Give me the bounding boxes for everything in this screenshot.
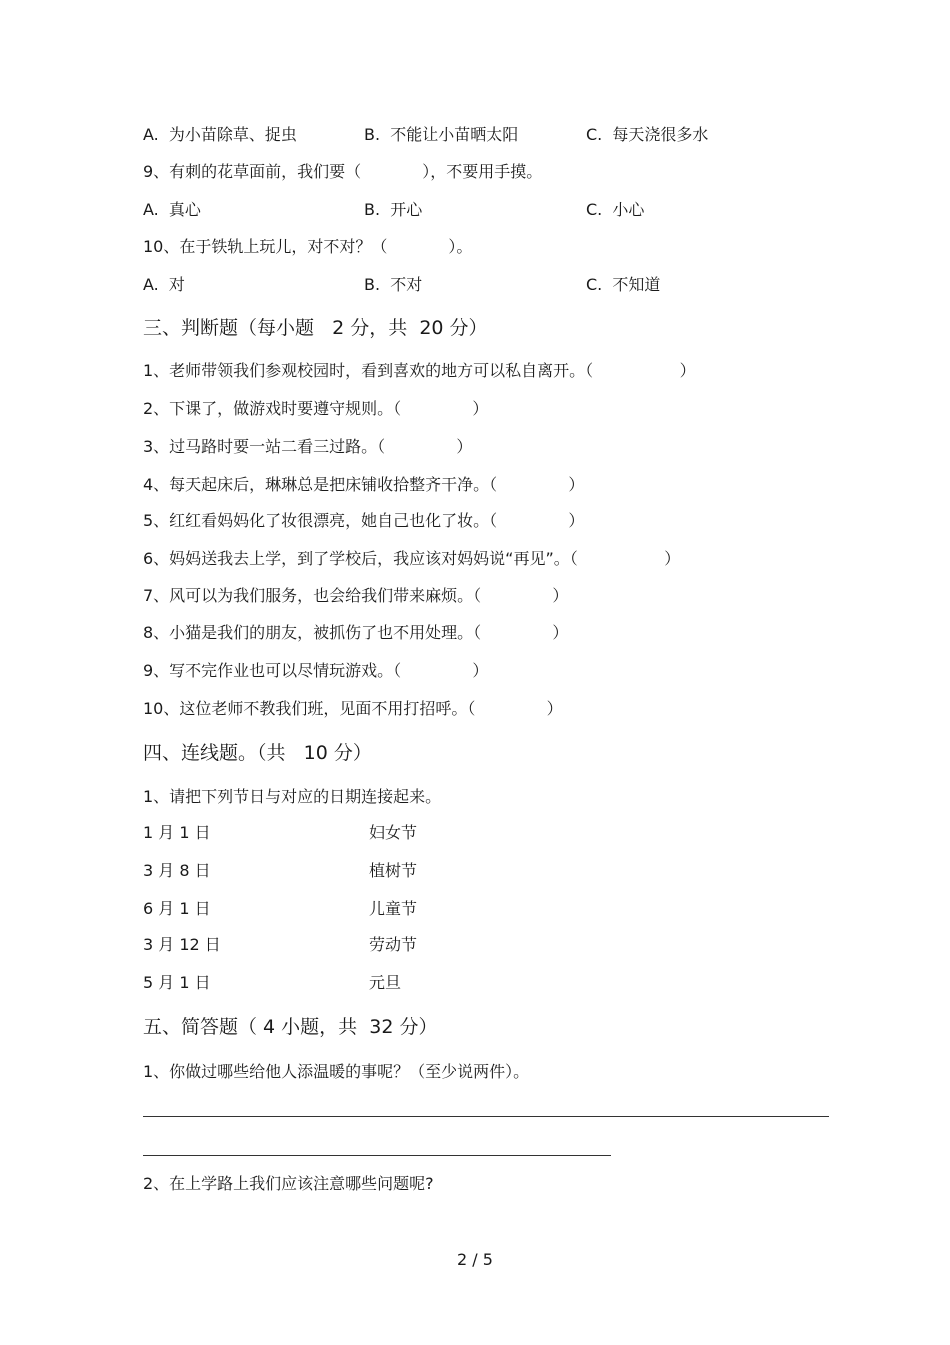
matching-date-3: 6 月 1 日 bbox=[143, 899, 211, 918]
judge-item-6: 6、妈妈送我去上学，到了学校后，我应该对妈妈说“再见”。（ ） bbox=[143, 549, 681, 568]
section5-title: 五、简答题（ 4 小题，共 32 分） bbox=[143, 1016, 438, 1038]
q8-option-a: A. 为小苗除草、捉虫 bbox=[143, 125, 297, 144]
section3-title: 三、判断题（每小题 2 分，共 20 分） bbox=[143, 317, 488, 339]
judge-item-10: 10、这位老师不教我们班，见面不用打招呼。（ ） bbox=[143, 699, 563, 718]
matching-date-1: 1 月 1 日 bbox=[143, 823, 211, 842]
q9-option-b: B. 开心 bbox=[364, 200, 423, 219]
q8-option-b: B. 不能让小苗晒太阳 bbox=[364, 125, 519, 144]
q9-option-a: A. 真心 bbox=[143, 200, 201, 219]
answer-line-2 bbox=[143, 1155, 611, 1156]
short-answer-q1: 1、你做过哪些给他人添温暖的事呢？（至少说两件）。 bbox=[143, 1062, 530, 1081]
matching-festival-4: 劳动节 bbox=[369, 935, 418, 954]
q10-text: 10、在于铁轨上玩儿，对不对？（ ）。 bbox=[143, 237, 473, 256]
matching-festival-2: 植树节 bbox=[369, 861, 418, 880]
judge-item-7: 7、风可以为我们服务，也会给我们带来麻烦。（ ） bbox=[143, 586, 569, 605]
q10-option-b: B. 不对 bbox=[364, 275, 423, 294]
judge-item-9: 9、写不完作业也可以尽情玩游戏。（ ） bbox=[143, 661, 489, 680]
judge-item-3: 3、过马路时要一站二看三过路。（ ） bbox=[143, 437, 473, 456]
matching-date-5: 5 月 1 日 bbox=[143, 973, 211, 992]
q10-option-a: A. 对 bbox=[143, 275, 185, 294]
page-number: 2 / 5 bbox=[457, 1250, 493, 1269]
matching-question: 1、请把下列节日与对应的日期连接起来。 bbox=[143, 787, 442, 806]
judge-item-4: 4、每天起床后，琳琳总是把床铺收拾整齐干净。（ ） bbox=[143, 475, 585, 494]
section4-title: 四、连线题。（共 10 分） bbox=[143, 742, 372, 764]
judge-item-5: 5、红红看妈妈化了妆很漂亮，她自己也化了妆。（ ） bbox=[143, 511, 585, 530]
q8-option-c: C. 每天浇很多水 bbox=[586, 125, 709, 144]
matching-date-4: 3 月 12 日 bbox=[143, 935, 221, 954]
judge-item-8: 8、小猫是我们的朋友，被抓伤了也不用处理。（ ） bbox=[143, 623, 569, 642]
matching-date-2: 3 月 8 日 bbox=[143, 861, 211, 880]
q9-option-c: C. 小心 bbox=[586, 200, 645, 219]
answer-line-1 bbox=[143, 1116, 829, 1117]
matching-festival-5: 元旦 bbox=[369, 973, 402, 992]
q10-option-c: C. 不知道 bbox=[586, 275, 661, 294]
short-answer-q2: 2、在上学路上我们应该注意哪些问题呢? bbox=[143, 1174, 434, 1193]
matching-festival-3: 儿童节 bbox=[369, 899, 418, 918]
judge-item-2: 2、下课了，做游戏时要遵守规则。（ ） bbox=[143, 399, 489, 418]
q9-text: 9、有刺的花草面前，我们要（ ），不要用手摸。 bbox=[143, 162, 543, 181]
judge-item-1: 1、老师带领我们参观校园时，看到喜欢的地方可以私自离开。（ ） bbox=[143, 361, 696, 380]
matching-festival-1: 妇女节 bbox=[369, 823, 418, 842]
